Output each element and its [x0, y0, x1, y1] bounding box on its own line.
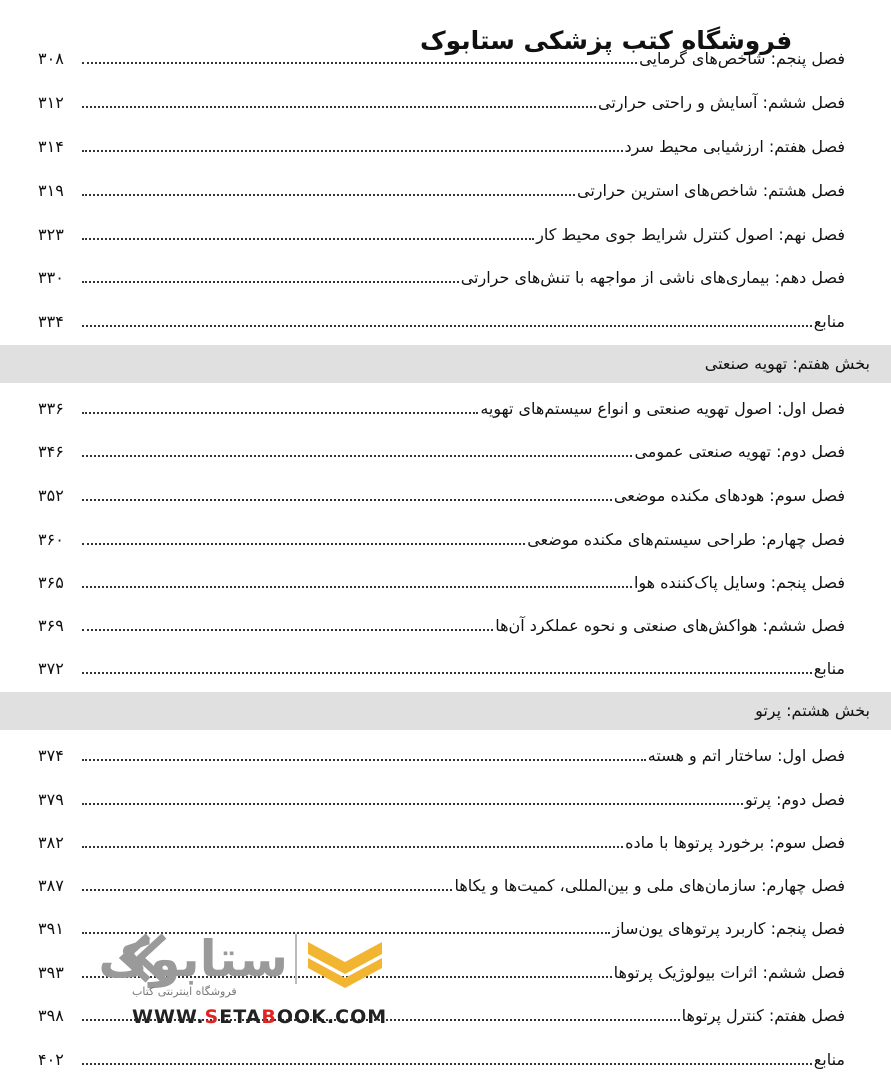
- toc-entry-title: فصل سوم: هودهای مکنده موضعی: [613, 486, 845, 505]
- toc-page-number: ۳۸۷: [38, 876, 64, 895]
- toc-row[interactable]: [38, 824, 845, 854]
- toc-row[interactable]: [38, 650, 845, 680]
- part-header-band: [0, 345, 891, 383]
- dot-leader: [82, 238, 534, 240]
- toc-row[interactable]: [38, 607, 845, 637]
- toc-page-number: ۳۹۱: [38, 919, 64, 938]
- toc-entry-title: فصل هفتم: کنترل پرتوها: [681, 1006, 845, 1025]
- dot-leader: [82, 803, 743, 805]
- toc-page-number: ۳۰۸: [38, 49, 64, 68]
- toc-row[interactable]: [38, 433, 845, 463]
- toc-page-number: ۳۸۲: [38, 833, 64, 852]
- toc-page-number: ۳۳۶: [38, 399, 64, 418]
- part-header-band: [0, 692, 891, 730]
- dot-leader: [82, 889, 452, 891]
- toc-entry-title: فصل چهارم: طراحی سیستم‌های مکنده موضعی: [527, 530, 845, 549]
- toc-entry-title: فصل ششم: هواکش‌های صنعتی و نحوه عملکرد آن‌ها: [495, 616, 845, 635]
- toc-entry-title: فصل اول: ساختار اتم و هسته: [647, 746, 845, 765]
- url-part: WWW.: [132, 1006, 205, 1028]
- toc-entry-title: منابع: [813, 312, 845, 331]
- toc-row[interactable]: [38, 521, 845, 551]
- toc-entry-title: فصل سوم: برخورد پرتوها با ماده: [625, 833, 845, 852]
- dot-leader: [82, 672, 812, 674]
- toc-page-number: ۳۱۲: [38, 93, 64, 112]
- toc-entry-title: فصل ششم: آسایش و راحتی حرارتی: [598, 93, 845, 112]
- url-part: OOK.COM: [276, 1006, 388, 1028]
- toc-entry-title: منابع: [813, 1050, 845, 1069]
- toc-entry-title: فصل پنجم: کاربرد پرتوهای یون‌ساز: [612, 919, 845, 938]
- toc-entry-title: فصل دوم: تهویه صنعتی عمومی: [634, 442, 845, 461]
- toc-row[interactable]: [38, 781, 845, 811]
- dot-leader: [82, 846, 623, 848]
- dot-leader: [82, 629, 493, 631]
- toc-page-number: ۴۰۲: [38, 1050, 64, 1069]
- dot-leader: [82, 106, 596, 108]
- toc-row[interactable]: [38, 303, 845, 333]
- toc-entry-title: فصل دهم: بیماری‌های ناشی از مواجهه با تنش‌های حرارتی: [460, 268, 845, 287]
- toc-entry-title: فصل پنجم: وسایل پاک‌کننده هوا: [633, 573, 845, 592]
- toc-page-number: ۳۷۴: [38, 746, 64, 765]
- dot-leader: [82, 194, 575, 196]
- toc-row[interactable]: [38, 477, 845, 507]
- toc-row[interactable]: [38, 128, 845, 158]
- toc-row[interactable]: [38, 737, 845, 767]
- toc-entry-title: فصل اول: اصول تهویه صنعتی و انواع سیستم‌های تهویه: [480, 399, 845, 418]
- toc-page-number: ۳۷۹: [38, 790, 64, 809]
- toc-entry-title: فصل ششم: اثرات بیولوژیک پرتوها: [613, 963, 845, 982]
- logo-brand-name: ستابوک: [98, 930, 288, 988]
- toc-page-number: ۳۶۹: [38, 616, 64, 635]
- url-accent: S: [204, 1006, 220, 1028]
- toc-page-number: ۳۶۵: [38, 573, 64, 592]
- watermark-url: [132, 1006, 387, 1028]
- toc-entry-title: فصل نهم: اصول کنترل شرایط جوی محیط کار: [536, 225, 845, 244]
- toc-row[interactable]: [38, 390, 845, 420]
- book-mark-icon: [308, 942, 382, 988]
- toc-row[interactable]: [38, 867, 845, 897]
- dot-leader: [82, 281, 459, 283]
- toc-row[interactable]: [38, 172, 845, 202]
- dot-leader: [82, 150, 623, 152]
- toc-row[interactable]: [38, 564, 845, 594]
- toc-page-number: ۳۳۰: [38, 268, 64, 287]
- dot-leader: [82, 412, 478, 414]
- toc-page-number: ۳۹۳: [38, 963, 64, 982]
- toc-page-number: ۳۴۶: [38, 442, 64, 461]
- toc-page-number: ۳۵۲: [38, 486, 64, 505]
- toc-row[interactable]: [38, 84, 845, 114]
- toc-entry-title: فصل پنجم: شاخص‌های گرمایی: [639, 49, 845, 68]
- toc-entry-title: فصل چهارم: سازمان‌های ملی و بین‌المللی، کمیت‌ها و یکاها: [454, 876, 845, 895]
- toc-page-number: ۳۶۰: [38, 530, 64, 549]
- toc-entry-title: فصل هفتم: ارزشیابی محیط سرد: [624, 137, 845, 156]
- toc-entry-title: فصل هشتم: شاخص‌های استرین حرارتی: [577, 181, 845, 200]
- dot-leader: [82, 759, 646, 761]
- dot-leader: [82, 543, 525, 545]
- part-title: بخش هفتم: تهویه صنعتی: [704, 354, 870, 373]
- dot-leader: [82, 499, 612, 501]
- toc-row[interactable]: [38, 1041, 845, 1071]
- dot-leader: [82, 62, 637, 64]
- dot-leader: [82, 325, 812, 327]
- dot-leader: [82, 586, 632, 588]
- logo-subtitle: فروشگاه اینترنتی کتاب: [132, 985, 237, 998]
- watermark-store-name: فروشگاه کتب پزشکی ستابوک: [420, 26, 793, 55]
- url-accent: B: [261, 1006, 277, 1028]
- toc-row[interactable]: [38, 259, 845, 289]
- toc-entry-title: منابع: [813, 659, 845, 678]
- part-title: بخش هشتم: پرتو: [755, 701, 870, 720]
- toc-page-number: ۳۱۹: [38, 181, 64, 200]
- toc-page-number: ۳۷۲: [38, 659, 64, 678]
- toc-page-number: ۳۱۴: [38, 137, 64, 156]
- url-part: ETA: [219, 1006, 262, 1028]
- toc-row[interactable]: [38, 216, 845, 246]
- toc-page-number: ۳۲۳: [38, 225, 64, 244]
- toc-page-number: ۳۹۸: [38, 1006, 64, 1025]
- toc-page-number: ۳۳۴: [38, 312, 64, 331]
- dot-leader: [82, 455, 632, 457]
- toc-entry-title: فصل دوم: پرتو: [745, 790, 845, 809]
- dot-leader: [82, 1063, 812, 1065]
- toc-row[interactable]: [38, 40, 845, 70]
